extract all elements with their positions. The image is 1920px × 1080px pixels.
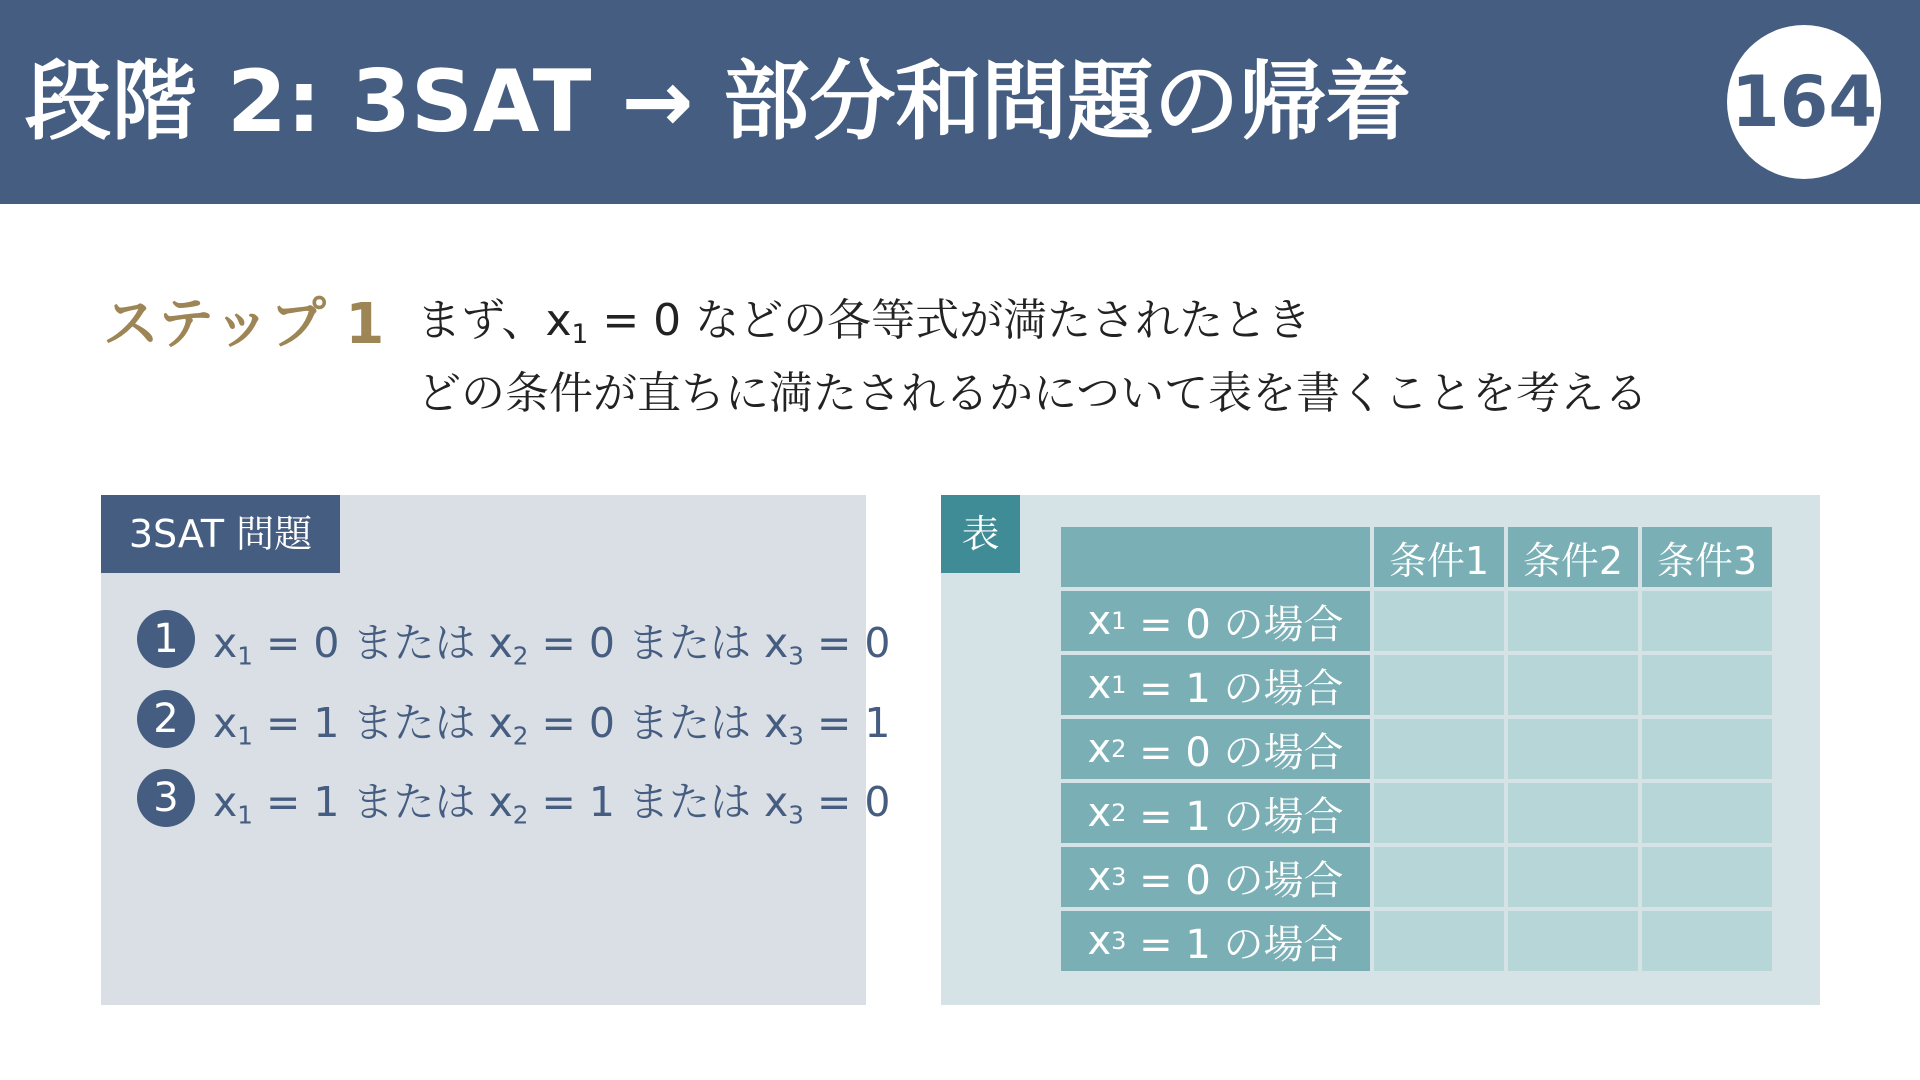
sat-problem-panel: [101, 495, 891, 1005]
clause-item: [137, 767, 890, 829]
table-cell: [1374, 783, 1504, 843]
table-cell: [1642, 911, 1772, 971]
table-cell: [1642, 655, 1772, 715]
clause-number-badge: 1: [137, 610, 195, 668]
sat-problem-tab: 3SAT 問題: [101, 495, 340, 573]
step-description-line2: どの条件が直ちに満たされるかについて表を書くことを考える: [417, 368, 1649, 419]
table-row-header: x 2 = 0 の場合: [1061, 719, 1370, 779]
table-cell: [1642, 847, 1772, 907]
clause-text: $x_1 = 1$ または $x_2 = 1$ または $x_3 = 0$: [213, 777, 891, 829]
table-cell: [1642, 719, 1772, 779]
table-panel: [941, 495, 1820, 1005]
clause-text: $x_1 = 0$ または $x_2 = 0$ または $x_3 = 0$: [213, 618, 891, 670]
header-bar: [0, 0, 1920, 204]
table-corner-cell: [1061, 527, 1370, 587]
table-cell: [1374, 591, 1504, 651]
table-row-header: x 3 = 1 の場合: [1061, 911, 1370, 971]
table-cell: [1508, 719, 1638, 779]
table-cell: [1508, 655, 1638, 715]
table-cell: [1508, 911, 1638, 971]
table-row-header: x 1 = 1 の場合: [1061, 655, 1370, 715]
step-description-line1: まず、$x_1 = 0$ などの各等式が満たされたとき: [417, 295, 1312, 350]
table-column-header: 条件1: [1374, 527, 1504, 587]
page-number-badge: 164: [1727, 25, 1881, 179]
table-row-header: x 1 = 0 の場合: [1061, 591, 1370, 651]
table-cell: [1374, 911, 1504, 971]
table-cell: [1508, 783, 1638, 843]
table-row-header: x 3 = 0 の場合: [1061, 847, 1370, 907]
table-tab: 表: [941, 495, 1020, 573]
clause-number-badge: 2: [137, 690, 195, 748]
page-title: 段階 2: 3SAT → 部分和問題の帰着: [25, 52, 1412, 152]
table-column-header: 条件3: [1642, 527, 1772, 587]
table-cell: [1642, 783, 1772, 843]
clause-item: [137, 688, 890, 750]
table-cell: [1642, 591, 1772, 651]
table-row-header: x 2 = 1 の場合: [1061, 783, 1370, 843]
clause-number-badge: 3: [137, 769, 195, 827]
clause-item: [137, 608, 890, 670]
table-cell: [1508, 591, 1638, 651]
table-cell: [1374, 719, 1504, 779]
clause-text: $x_1 = 1$ または $x_2 = 0$ または $x_3 = 1$: [213, 698, 891, 750]
table-cell: [1508, 847, 1638, 907]
table-cell: [1374, 655, 1504, 715]
condition-table: [1061, 527, 1772, 971]
step-label: ステップ 1: [103, 292, 385, 357]
table-cell: [1374, 847, 1504, 907]
table-column-header: 条件2: [1508, 527, 1638, 587]
